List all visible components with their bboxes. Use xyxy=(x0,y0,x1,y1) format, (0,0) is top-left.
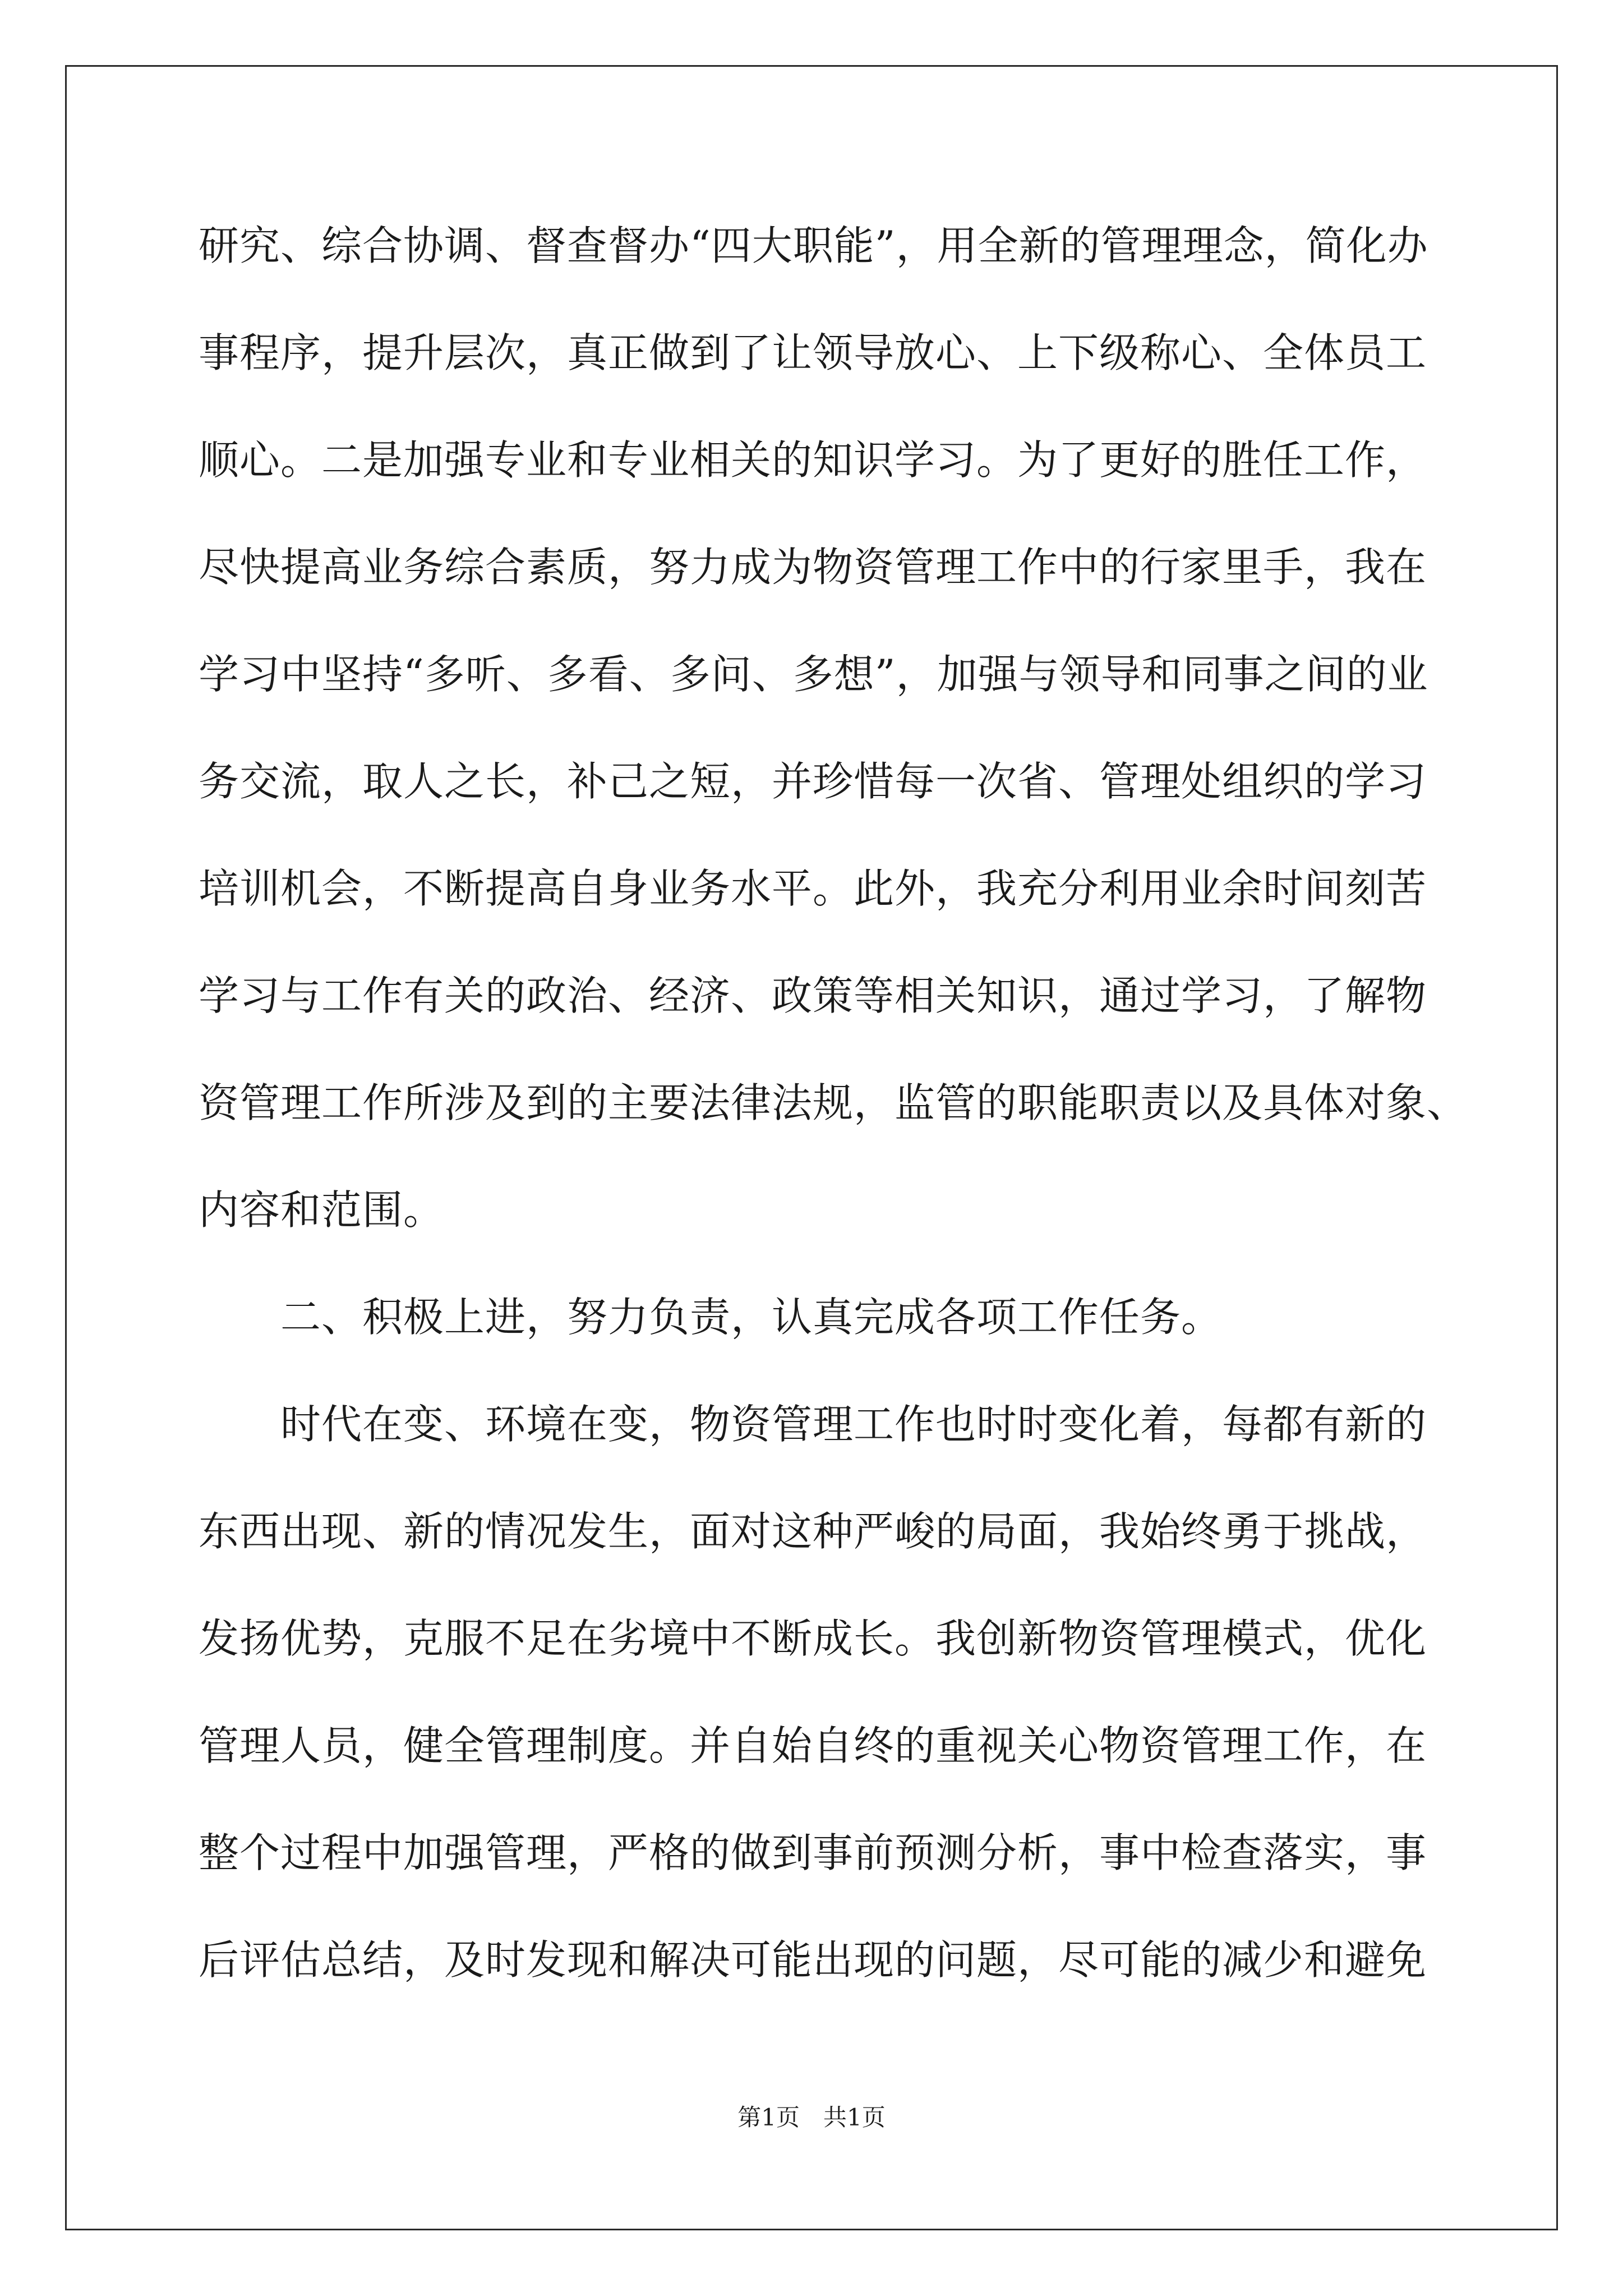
page-border xyxy=(65,65,1558,2230)
text-line-2: 事程序，提升层次，真正做到了让领导放心、上下级称心、全体员工 xyxy=(199,329,1427,376)
text-line-9: 资管理工作所涉及到的主要法律法规，监管的职能职责以及具体对象、 xyxy=(199,1079,1468,1126)
text-line-7: 培训机会，不断提高自身业务水平。此外，我充分利用业余时间刻苦 xyxy=(199,865,1427,912)
section-heading: 二、积极上进，努力负责，认真完成各项工作任务。 xyxy=(199,1294,1223,1341)
text-line-13: 东西出现、新的情况发生，面对这种严峻的局面，我始终勇于挑战， xyxy=(199,1508,1427,1555)
page-footer: 第1页 共1页 xyxy=(737,2104,886,2131)
text-line-17: 后评估总结，及时发现和解决可能出现的问题，尽可能的减少和避免 xyxy=(199,1936,1427,1984)
text-line-12: 时代在变、环境在变，物资管理工作也时时变化着，每都有新的 xyxy=(199,1401,1427,1448)
text-line-15: 管理人员，健全管理制度。并自始自终的重视关心物资管理工作，在 xyxy=(199,1722,1427,1769)
text-line-5: 学习中坚持“多听、多看、多问、多想”，加强与领导和同事之间的业 xyxy=(199,651,1428,698)
text-line-4: 尽快提高业务综合素质，努力成为物资管理工作中的行家里手，我在 xyxy=(199,544,1427,591)
text-line-6: 务交流，取人之长，补己之短，并珍惜每一次省、管理处组织的学习 xyxy=(199,758,1427,805)
text-line-8: 学习与工作有关的政治、经济、政策等相关知识，通过学习，了解物 xyxy=(199,972,1427,1019)
text-line-16: 整个过程中加强管理，严格的做到事前预测分析，事中检查落实，事 xyxy=(199,1829,1427,1876)
text-line-3: 顺心。二是加强专业和专业相关的知识学习。为了更好的胜任工作， xyxy=(199,436,1427,484)
text-line-10: 内容和范围。 xyxy=(199,1186,445,1234)
text-line-1: 研究、综合协调、督查督办“四大职能”，用全新的管理理念，简化办 xyxy=(199,222,1428,269)
text-line-14: 发扬优势，克服不足在劣境中不断成长。我创新物资管理模式，优化 xyxy=(199,1615,1427,1662)
